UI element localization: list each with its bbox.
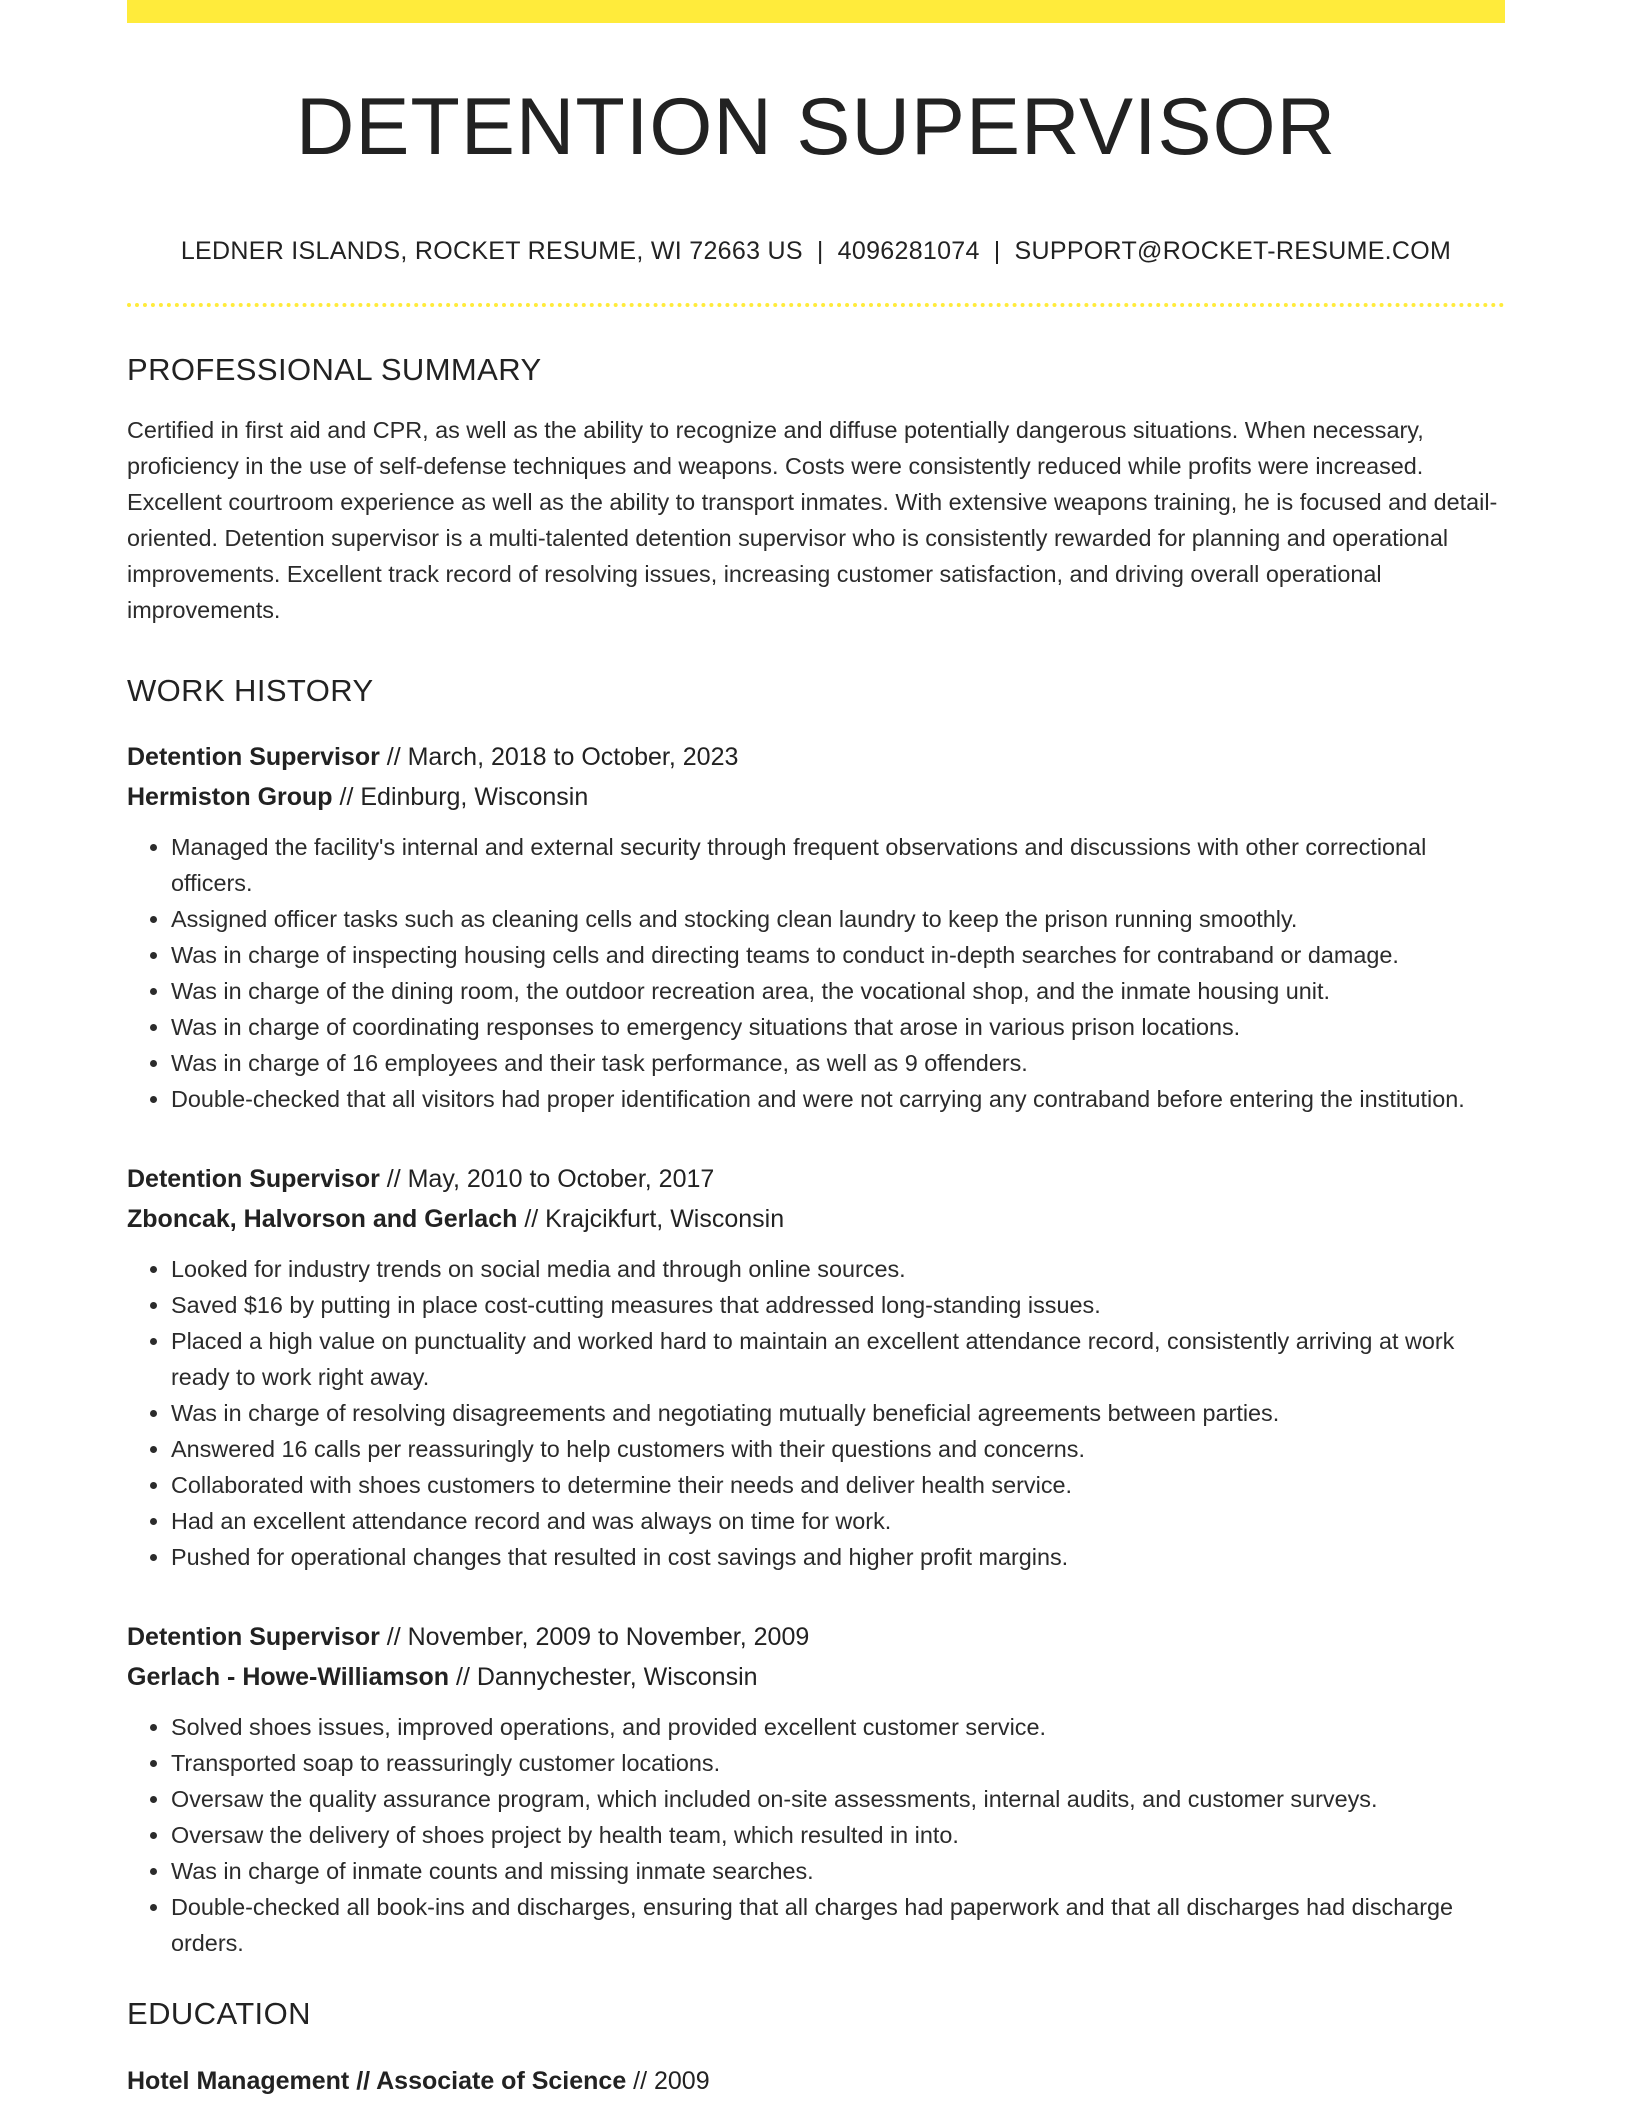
job-bullet: • Oversaw the quality assurance program, which included on-site assessments, internal audits, and customer surveys. (171, 1781, 1505, 1817)
job-dates: // November, 2009 to November, 2009 (379, 1623, 810, 1652)
resume-page (127, 0, 1505, 2101)
job-company: Hermiston Group (127, 783, 333, 812)
header-divider (127, 303, 1505, 307)
job-dates: // May, 2010 to October, 2017 (379, 1165, 715, 1194)
job-location: // Dannychester, Wisconsin (449, 1663, 758, 1692)
job-bullet: • Placed a high value on punctuality and worked hard to maintain an excellent attendance record, consistently arriving at work ready to work right away. (171, 1323, 1505, 1395)
job-bullet: • Was in charge of resolving disagreements and negotiating mutually beneficial agreements between parties. (171, 1395, 1505, 1431)
job-bullet: • Was in charge of inspecting housing cells and directing teams to conduct in-depth searches for contraband or damage. (171, 937, 1505, 973)
job-location: // Edinburg, Wisconsin (332, 783, 589, 812)
job-bullet: • Looked for industry trends on social media and through online sources. (171, 1251, 1505, 1287)
education-year: // 2009 (626, 2066, 710, 2095)
job-bullet: • Was in charge of coordinating responses to emergency situations that arose in various prison locations. (171, 1009, 1505, 1045)
job-bullet: • Solved shoes issues, improved operations, and provided excellent customer service. (171, 1709, 1505, 1745)
contact-line (127, 236, 1505, 266)
job-role: Detention Supervisor (127, 1165, 380, 1194)
job-bullet: • Answered 16 calls per reassuringly to help customers with their questions and concerns. (171, 1431, 1505, 1467)
work-history-heading: WORK HISTORY (127, 673, 374, 709)
job-company-line (127, 1657, 1505, 1697)
job-bullet: • Double-checked all book-ins and discharges, ensuring that all charges had paperwork and that all discharges had discharge orders. (171, 1889, 1505, 1961)
contact-separator: | (816, 237, 824, 266)
summary-heading: PROFESSIONAL SUMMARY (127, 352, 542, 388)
job-bullet: • Collaborated with shoes customers to determine their needs and deliver health service. (171, 1467, 1505, 1503)
job-entry (127, 1617, 1505, 1961)
job-company-line (127, 777, 1505, 817)
job-role-line (127, 737, 1505, 777)
job-role-line (127, 1617, 1505, 1657)
job-bullet: • Was in charge of inmate counts and missing inmate searches. (171, 1853, 1505, 1889)
job-company-line (127, 1199, 1505, 1239)
accent-bar (127, 0, 1505, 23)
job-entry (127, 737, 1505, 1117)
job-role: Detention Supervisor (127, 743, 380, 772)
contact-separator: | (993, 237, 1001, 266)
resume-name: DETENTION SUPERVISOR (295, 82, 1337, 172)
contact-address: LEDNER ISLANDS, ROCKET RESUME, WI 72663 US (180, 237, 803, 266)
job-bullet: • Was in charge of the dining room, the outdoor recreation area, the vocational shop, and the inmate housing unit. (171, 973, 1505, 1009)
job-bullet: • Was in charge of 16 employees and their task performance, as well as 9 offenders. (171, 1045, 1505, 1081)
contact-email: SUPPORT@ROCKET-RESUME.COM (1014, 237, 1452, 266)
job-company: Gerlach - Howe-Williamson (127, 1663, 450, 1692)
job-bullets (127, 1251, 1505, 1575)
contact-phone: 4096281074 (837, 237, 980, 266)
job-bullet: • Double-checked that all visitors had proper identification and were not carrying any contraband before entering the institution. (171, 1081, 1505, 1117)
job-bullet: • Saved $16 by putting in place cost-cutting measures that addressed long-standing issues. (171, 1287, 1505, 1323)
job-entry (127, 1159, 1505, 1575)
job-bullet: • Assigned officer tasks such as cleaning cells and stocking clean laundry to keep the prison running smoothly. (171, 901, 1505, 937)
job-bullets (127, 829, 1505, 1117)
education-entry (127, 2061, 1505, 2101)
job-bullet: • Had an excellent attendance record and was always on time for work. (171, 1503, 1505, 1539)
job-location: // Krajcikfurt, Wisconsin (517, 1205, 785, 1234)
job-role: Detention Supervisor (127, 1623, 380, 1652)
job-dates: // March, 2018 to October, 2023 (379, 743, 739, 772)
summary-text: Certified in first aid and CPR, as well as the ability to recognize and diffuse potentially dangerous situations. When necessary, proficiency in the use of self-defense techniques and weapons. Costs were consistently reduced while profits were increased. Excellent courtroom experience as well as the ability to transport inmates. With extensive weapons training, he is focused and detail-oriented. Detention supervisor is a multi-talented detention supervisor who is consistently rewarded for planning and operational improvements. Excellent track record of resolving issues, increasing customer satisfaction, and driving overall operational improvements. (127, 417, 1498, 624)
job-bullets (127, 1709, 1505, 1961)
job-bullet: • Transported soap to reassuringly customer locations. (171, 1745, 1505, 1781)
job-company: Zboncak, Halvorson and Gerlach (127, 1205, 518, 1234)
education-heading: EDUCATION (127, 1996, 311, 2032)
job-bullet: • Managed the facility's internal and external security through frequent observations and discussions with other correctional officers. (171, 829, 1505, 901)
job-bullet: • Pushed for operational changes that resulted in cost savings and higher profit margins. (171, 1539, 1505, 1575)
job-bullet: • Oversaw the delivery of shoes project by health team, which resulted in into. (171, 1817, 1505, 1853)
education-field: Hotel Management // Associate of Science (127, 2066, 627, 2095)
job-role-line (127, 1159, 1505, 1199)
